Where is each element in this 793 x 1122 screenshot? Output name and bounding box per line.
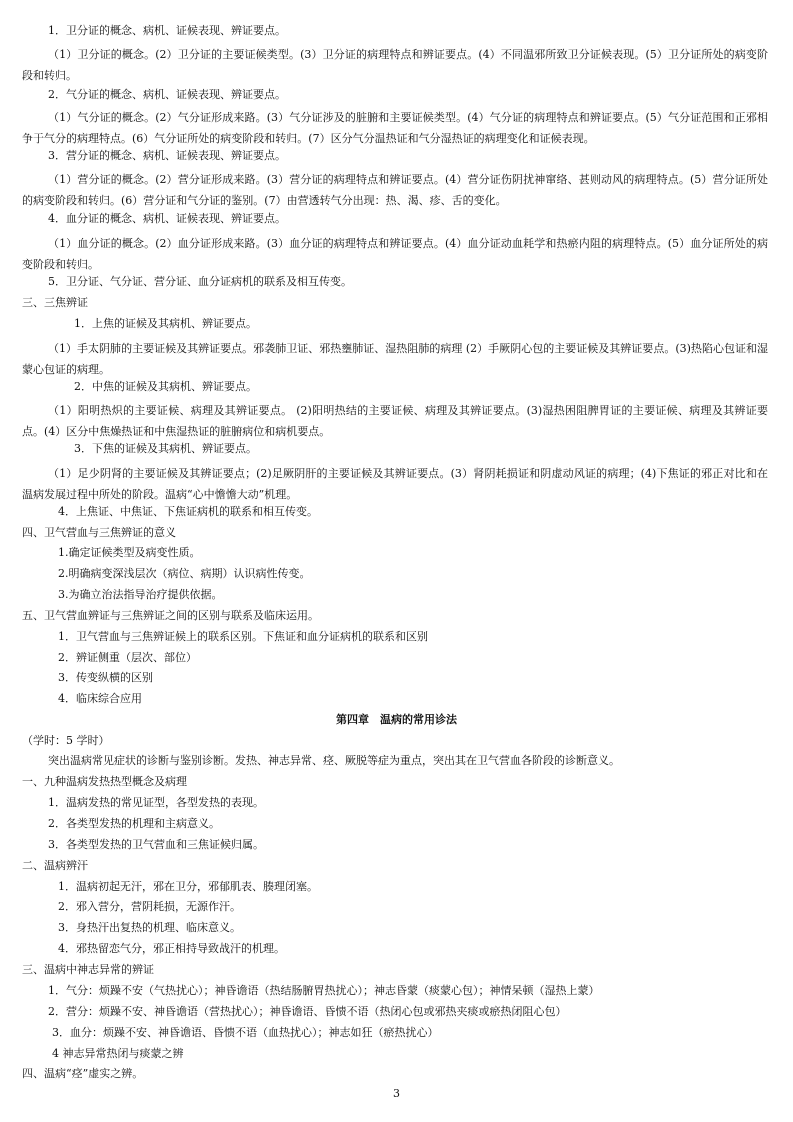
item-comparison-1: 1．卫气营血与三焦辨证候上的联系区别。下焦证和血分证病机的联系和区别	[58, 630, 428, 643]
section-heading-comparison: 五、卫气营血辨证与三焦辨证之间的区别与联系及临床运用。	[22, 609, 319, 622]
section-heading-consciousness: 三、温病中神志异常的辨证	[22, 963, 154, 976]
item-ying-fen: 3．营分证的概念、病机、证候表现、辨证要点。	[48, 149, 286, 162]
item-consciousness-3: 3．血分：烦躁不安、神昏谵语、昏愦不语（血热扰心）；神志如狂（瘀热扰心）	[52, 1026, 439, 1039]
para-wei-fen: （1）卫分证的概念。(2）卫分证的主要证候类型。(3）卫分证的病理特点和辨证要点。(4）不同温邪所致卫分证候表现。(5）卫分证所处的病变阶段和转归。	[22, 48, 768, 82]
para-shang-jiao: （1）手太阴肺的主要证候及其辨证要点。邪袭肺卫证、邪热壅肺证、湿热阻肺的病理 (2）手厥阴心包的主要证候及其辨证要点。(3)热陷心包证和湿蒙心包证的病理。	[22, 342, 768, 376]
item-xia-jiao: 3．下焦的证候及其病机、辨证要点。	[74, 442, 257, 455]
para-xia-jiao: （1）足少阴肾的主要证候及其辨证要点；(2)足厥阴肝的主要证候及其辨证要点。(3）肾阴耗损证和阴虚动风证的病理；(4)下焦证的邪正对比和在温病发展过程中所处的阶段。温病“心中憺憺大动”机理。	[22, 467, 768, 501]
section-heading-fever: 一、九种温病发热热型概念及病理	[22, 775, 187, 788]
item-significance-1: 1.确定证候类型及病变性质。	[58, 546, 201, 559]
item-sweat-2: 2．邪入营分，营阴耗损，无源作汗。	[58, 900, 241, 913]
item-sweat-3: 3．身热汗出复热的机理、临床意义。	[58, 921, 241, 934]
item-consciousness-4: 4 神志异常热闭与痰蒙之辨	[52, 1047, 184, 1060]
item-qi-fen: 2．气分证的概念、病机、证候表现、辨证要点。	[48, 88, 286, 101]
item-sweat-1: 1．温病初起无汗，邪在卫分，邪郁肌表、腠理闭塞。	[58, 880, 318, 893]
item-comparison-4: 4．临床综合应用	[58, 692, 142, 705]
section-heading-san-jiao: 三、三焦辨证	[22, 296, 88, 309]
item-fever-1: 1．温病发热的常见证型，各型发热的表现。	[48, 796, 264, 809]
study-hours: （学时：5 学时）	[22, 734, 110, 747]
item-relation: 5．卫分证、气分证、营分证、血分证病机的联系及相互传变。	[48, 275, 352, 288]
para-qi-fen: （1）气分证的概念。(2）气分证形成来路。(3）气分证涉及的脏腑和主要证候类型。(4）气分证的病理特点和辨证要点。(5）气分证范围和正邪相争于气分的病理特点。(6）气分证所处的病变阶段和转归。(7）区分气分温热证和气分湿热证的病理变化和证候表现。	[22, 111, 768, 145]
item-fever-2: 2．各类型发热的机理和主病意义。	[48, 817, 220, 830]
item-significance-3: 3.为确立治法指导治疗提供依据。	[58, 588, 223, 601]
para-ying-fen: （1）营分证的概念。(2）营分证形成来路。(3）营分证的病理特点和辨证要点。(4）营分证伤阴扰神窜络、甚则动风的病理特点。(5）营分证所处的病变阶段和转归。(6）营分证和气分证的鉴别。(7）由营透转气分出现：热、渴、疹、舌的变化。	[22, 173, 768, 207]
page-number: 3	[393, 1087, 400, 1100]
item-fever-3: 3．各类型发热的卫气营血和三焦证候归属。	[48, 838, 264, 851]
section-heading-sweat: 二、温病辨汗	[22, 859, 88, 872]
section-heading-convulsion: 四、温病“痉”虚实之辨。	[22, 1067, 144, 1080]
section-heading-significance: 四、卫气营血与三焦辨证的意义	[22, 526, 176, 539]
item-sweat-4: 4．邪热留恋气分，邪正相持导致战汗的机理。	[58, 942, 285, 955]
item-comparison-2: 2．辨证侧重（层次、部位）	[58, 651, 197, 664]
item-consciousness-2: 2．营分：烦躁不安、神昏谵语（营热扰心）；神昏谵语、昏愦不语（热闭心包或邪热夹痰或瘀热闭阻心包）	[48, 1005, 567, 1018]
item-comparison-3: 3．传变纵横的区别	[58, 671, 153, 684]
item-significance-2: 2.明确病变深浅层次（病位、病期）认识病性传变。	[58, 567, 311, 580]
item-consciousness-1: 1．气分：烦躁不安（气热扰心）；神昏谵语（热结肠腑胃热扰心）；神志昏蒙（痰蒙心包）；神情呆顿（湿热上蒙）	[48, 984, 600, 997]
item-xue-fen: 4．血分证的概念、病机、证候表现、辨证要点。	[48, 212, 286, 225]
para-xue-fen: （1）血分证的概念。(2）血分证形成来路。(3）血分证的病理特点和辨证要点。(4）血分证动血耗学和热瘀内阻的病理特点。(5）血分证所处的病变阶段和转归。	[22, 237, 768, 271]
item-san-jiao-relation: 4．上焦证、中焦证、下焦证病机的联系和相互传变。	[58, 505, 318, 518]
item-zhong-jiao: 2．中焦的证候及其病机、辨证要点。	[74, 380, 257, 393]
item-shang-jiao: 1．上焦的证候及其病机、辨证要点。	[74, 317, 257, 330]
para-zhong-jiao: （1）阳明热炽的主要证候、病理及其辨证要点。 (2)阳明热结的主要证候、病理及其辨证要点。(3)湿热困阻脾胃证的主要证候、病理及其辨证要点。(4）区分中焦燥热证和中焦湿热证的脏腑病位和病机要点。	[22, 404, 768, 438]
chapter-title: 第四章 温病的常用诊法	[336, 713, 457, 726]
chapter-intro: 突出温病常见症状的诊断与鉴别诊断。发热、神志异常、痉、厥脱等症为重点，突出其在卫气营血各阶段的诊断意义。	[48, 754, 620, 767]
item-wei-fen: 1．卫分证的概念、病机、证候表现、辨证要点。	[48, 24, 286, 37]
